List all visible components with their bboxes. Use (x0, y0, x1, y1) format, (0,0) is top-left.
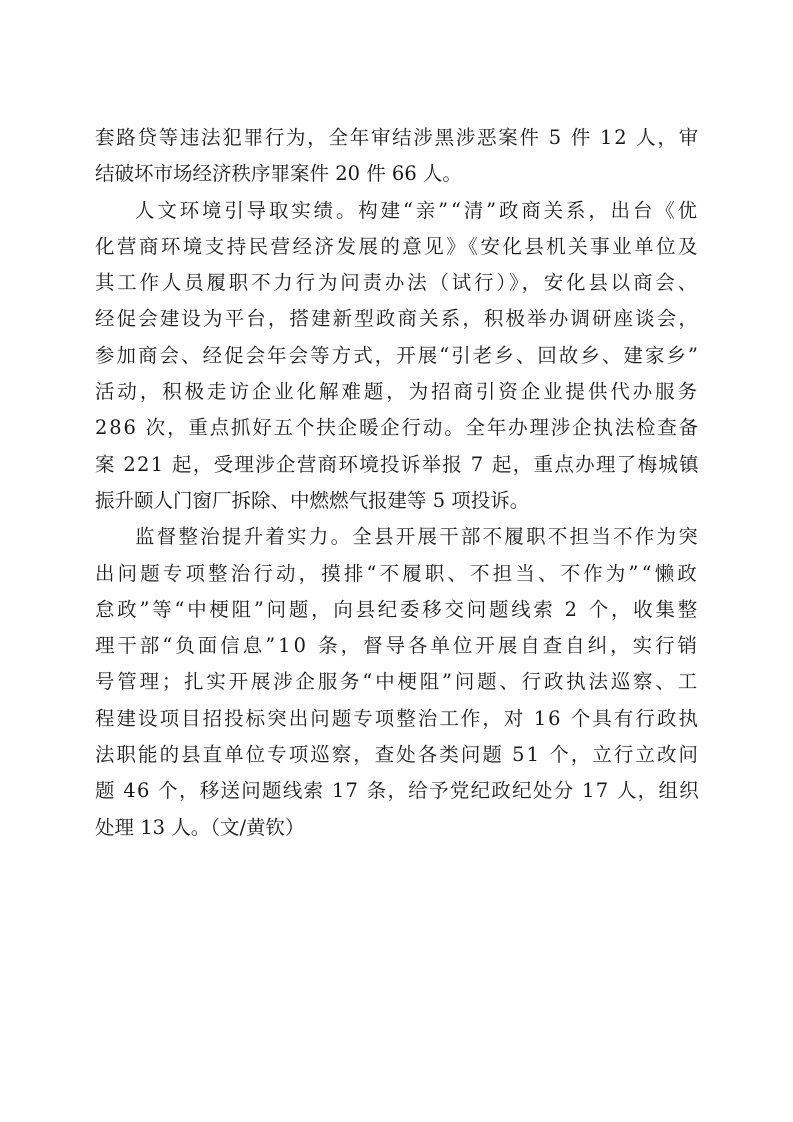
text-line: 化营商环境支持民营经济发展的意见》《安化县机关事业单位及 (95, 234, 700, 258)
text-line: 处理 13 人。（文/黄钦） (95, 815, 305, 839)
text-line: 题 46 个，移送问题线索 17 条，给予党纪政纪处分 17 人，组织 (95, 779, 700, 803)
text-line: 套路贷等违法犯罪行为，全年审结涉黑涉恶案件 5 件 12 人，审 (95, 126, 700, 149)
text-line: 理干部“负面信息”10 条，督导各单位开展自查自纠，实行销 (95, 634, 700, 658)
body-text (95, 120, 700, 846)
text-line: 怠政”等“中梗阻”问题，向县纪委移交问题线索 2 个，收集整 (95, 597, 700, 621)
text-line: 出问题专项整治行动，摸排“不履职、不担当、不作为”“懒政 (95, 561, 700, 585)
text-line: 案 221 起，受理涉企营商环境投诉举报 7 起，重点办理了梅城镇 (95, 452, 700, 476)
text-line: 法职能的县直单位专项巡察，查处各类问题 51 个，立行立改问 (95, 743, 700, 767)
text-line: 号管理；扎实开展涉企服务“中梗阻”问题、行政执法巡察、工 (95, 670, 700, 694)
text-line: 结破坏市场经济秩序罪案件 20 件 66 人。 (95, 162, 462, 186)
text-line: 参加商会、经促会年会等方式，开展“引老乡、回故乡、建家乡” (95, 343, 700, 367)
text-line: 其工作人员履职不力行为问责办法（试行）》，安化县以商会、 (95, 271, 700, 295)
text-line: 振升颐人门窗厂拆除、中燃燃气报建等 5 项投诉。 (95, 488, 530, 512)
text-line: 活动，积极走访企业化解难题，为招商引资企业提供代办服务 (95, 380, 700, 404)
paragraph-first-line: 人文环境引导取实绩。构建“亲”“清”政商关系，出台《优 (135, 198, 700, 222)
text-line: 经促会建设为平台，搭建新型政商关系，积极举办调研座谈会， (95, 307, 700, 331)
paragraph-first-line: 监督整治提升着实力。全县开展干部不履职不担当不作为突 (135, 525, 700, 549)
text-line: 程建设项目招投标突出问题专项整治工作，对 16 个具有行政执 (95, 706, 700, 730)
text-line: 286 次，重点抓好五个扶企暖企行动。全年办理涉企执法检查备 (95, 416, 700, 440)
